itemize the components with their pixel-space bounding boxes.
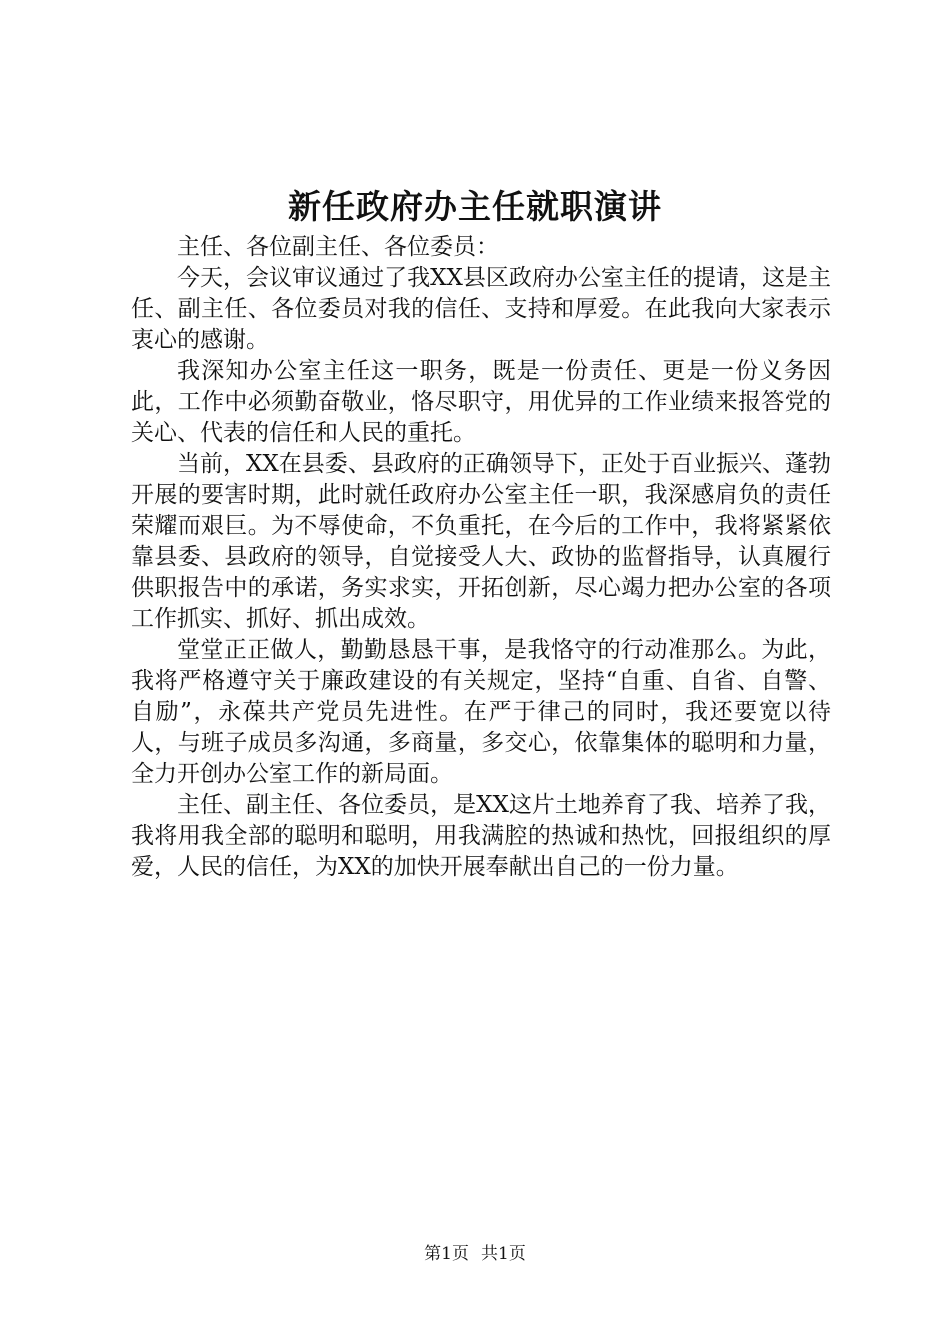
body-paragraph: 当前，XX在县委、县政府的正确领导下，正处于百业振兴、蓬勃开展的要害时期，此时就任政府办公室主任一职，我深感肩负的责任荣耀而艰巨。为不辱使命，不负重托，在今后的工作中，我将紧紧依靠县委、县政府的领导，自觉接受人大、政协的监督指导，认真履行供职报告中的承诺，务实求实，开拓创新，尽心竭力把办公室的各项工作抓实、抓好、抓出成效。 — [131, 451, 831, 632]
body-paragraph: 今天，会议审议通过了我XX县区政府办公室主任的提请，这是主任、副主任、各位委员对我的信任、支持和厚爱。在此我向大家表示衷心的感谢。 — [131, 265, 831, 353]
body-paragraph: 主任、副主任、各位委员，是XX这片土地养育了我、培养了我，我将用我全部的聪明和聪明，用我满腔的热诚和热忱，回报组织的厚爱，人民的信任，为XX的加快开展奉献出自己的一份力量。 — [131, 792, 831, 880]
body-paragraph: 我深知办公室主任这一职务，既是一份责任、更是一份义务因此，工作中必须勤奋敬业，恪尽职守，用优异的工作业绩来报答党的关心、代表的信任和人民的重托。 — [131, 358, 831, 446]
document-title: 新任政府办主任就职演讲 — [288, 187, 662, 226]
body-paragraph: 堂堂正正做人，勤勤恳恳干事，是我恪守的行动准那么。为此，我将严格遵守关于廉政建设的有关规定，坚持“自重、自省、自警、自励”，永葆共产党员先进性。在严于律己的同时，我还要宽以待人，与班子成员多沟通，多商量，多交心，依靠集体的聪明和力量，全力开创办公室工作的新局面。 — [131, 637, 831, 787]
document-body — [131, 232, 831, 883]
salutation-paragraph: 主任、各位副主任、各位委员： — [177, 234, 499, 260]
page-total: 共1页 — [481, 1244, 526, 1264]
page-number: 第1页 — [424, 1244, 469, 1264]
page-footer — [0, 1242, 950, 1266]
